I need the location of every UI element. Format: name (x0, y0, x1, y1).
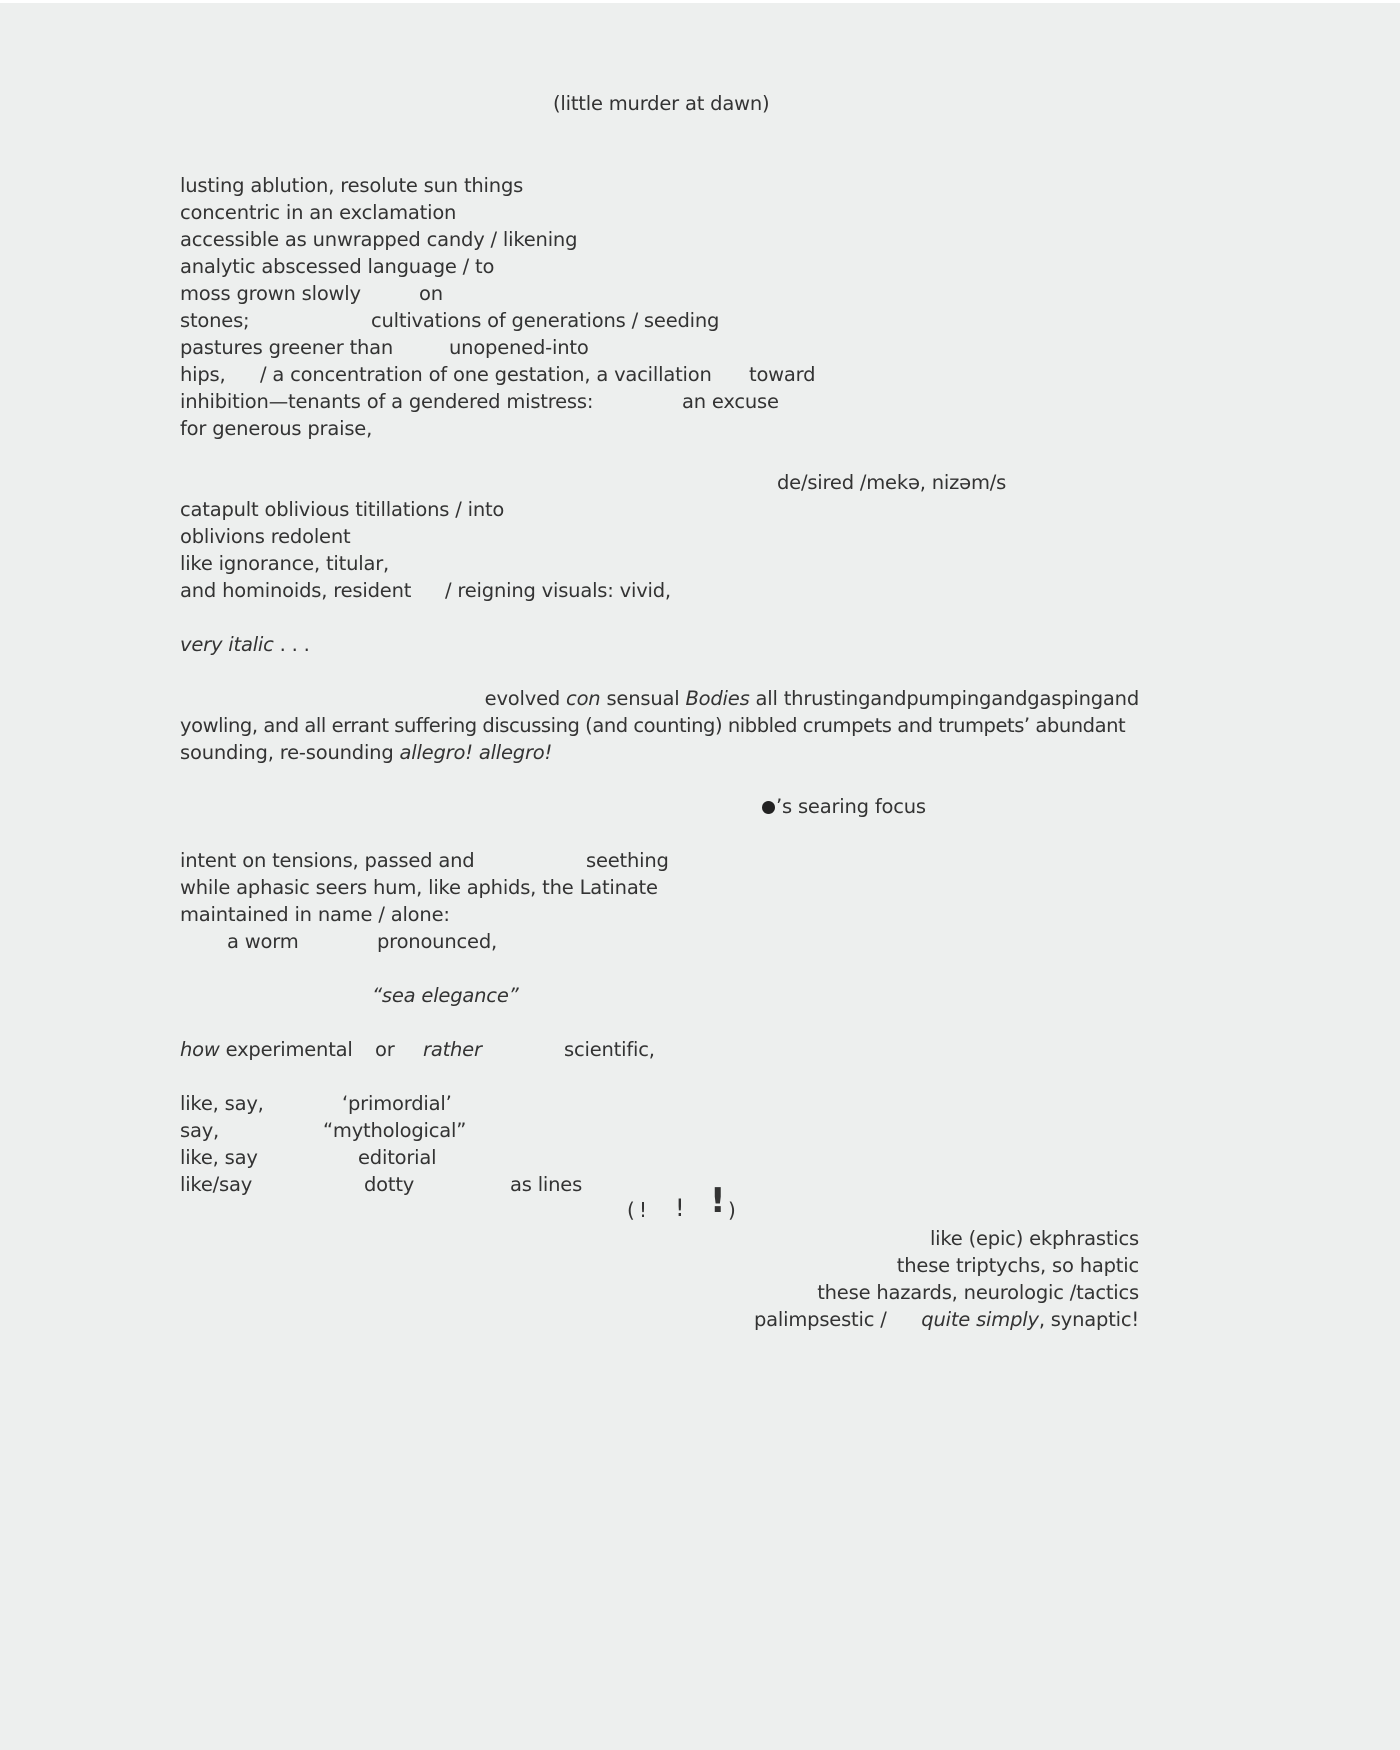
black-dot-icon (762, 801, 775, 814)
italic-text: very italic (180, 633, 274, 656)
italic-text: quite simply (921, 1308, 1039, 1331)
text-run: experimental (219, 1038, 353, 1061)
exclamation-medium: ! (675, 1194, 685, 1222)
poem-line: ‘primordial’ (342, 1092, 452, 1115)
poem-line: say, (180, 1119, 220, 1142)
poem-line: toward (749, 363, 816, 386)
poem-line: dotty (364, 1173, 415, 1196)
exclamation-small: ! (639, 1198, 647, 1222)
poem-line: these hazards, neurologic /tactics (817, 1281, 1139, 1304)
poem-line: like/say (180, 1173, 253, 1196)
poem-line: like (epic) ekphrastics (929, 1227, 1139, 1250)
paren-close: ) (728, 1198, 736, 1222)
poem-line: for generous praise, (180, 417, 373, 440)
italic-text: Bodies (685, 687, 750, 710)
poem-line: hips, (180, 363, 226, 386)
poem-line: catapult oblivious titillations / into (180, 498, 505, 521)
poem-line: de/sired /mekə, nizəm/s (777, 471, 1007, 494)
poem-line: like, say, (180, 1092, 264, 1115)
poem-title: (little murder at dawn) (553, 92, 770, 115)
text-run: all thrustingandpumpingandgaspingand (749, 687, 1139, 710)
text-run: ’s searing focus (776, 795, 926, 818)
poem-line: accessible as unwrapped candy / likening (180, 228, 578, 251)
poem-line (180, 1036, 353, 1063)
ellipsis-text: . . . (273, 633, 310, 656)
poem-line: / reigning visuals: vivid, (445, 579, 671, 602)
poem-line: inhibition—tenants of a gendered mistress: (180, 390, 594, 413)
poem-line: moss grown slowly (180, 282, 361, 305)
poem-line: oblivions redolent (180, 525, 351, 548)
poem-line: while aphasic seers hum, like aphids, the Latinate (180, 876, 658, 899)
poem-line: like, say (180, 1146, 258, 1169)
poem-line: yowling, and all errant suffering discussing (and counting) nibbled crumpets and trumpets’ abundant (180, 714, 1126, 737)
poem-line: an excuse (682, 390, 779, 413)
poem-line: concentric in an exclamation (180, 201, 457, 224)
poem-line (180, 739, 552, 766)
exclamation-large: ! (710, 1181, 726, 1221)
poem-line: pronounced, (377, 930, 497, 953)
poem-line: pastures greener than (180, 336, 394, 359)
poem-line (180, 631, 310, 658)
text-run: sounding, re-sounding (180, 741, 400, 764)
poem-line: / a concentration of one gestation, a vacillation (260, 363, 712, 386)
poem-line: rather (423, 1038, 482, 1061)
poem-line: a worm (227, 930, 299, 953)
poem-line (880, 1306, 1139, 1333)
poem-line: lusting ablution, resolute sun things (180, 174, 524, 197)
poem-line: unopened-into (449, 336, 589, 359)
poem-line: palimpsestic / (754, 1308, 887, 1331)
poem-line: on (419, 282, 443, 305)
poem-line: scientific, (564, 1038, 655, 1061)
paren-open: ( (627, 1198, 635, 1222)
poem-line: or (375, 1038, 395, 1061)
poem-line: “sea elegance” (372, 984, 519, 1007)
poem-line: maintained in name / alone: (180, 903, 450, 926)
poem-line: stones; (180, 309, 250, 332)
italic-text: how (180, 1038, 220, 1061)
text-run: sensual (600, 687, 686, 710)
text-run: evolved (484, 687, 567, 710)
poem-line: intent on tensions, passed and (180, 849, 475, 872)
poem-line: seething (586, 849, 669, 872)
poem-line: “mythological” (323, 1119, 467, 1142)
poem-line: editorial (358, 1146, 437, 1169)
poem-line (762, 793, 926, 820)
poem-line: cultivations of generations / seeding (371, 309, 720, 332)
poem-line: like ignorance, titular, (180, 552, 390, 575)
text-run: , synaptic! (1038, 1308, 1139, 1331)
poem-line: as lines (510, 1173, 583, 1196)
poem-line: analytic abscessed language / to (180, 255, 495, 278)
italic-text: con (566, 687, 601, 710)
poem-line: these triptychs, so haptic (896, 1254, 1139, 1277)
italic-text: allegro! allegro! (399, 741, 553, 764)
poem-line (180, 685, 1139, 712)
poem-line: and hominoids, resident (180, 579, 412, 602)
